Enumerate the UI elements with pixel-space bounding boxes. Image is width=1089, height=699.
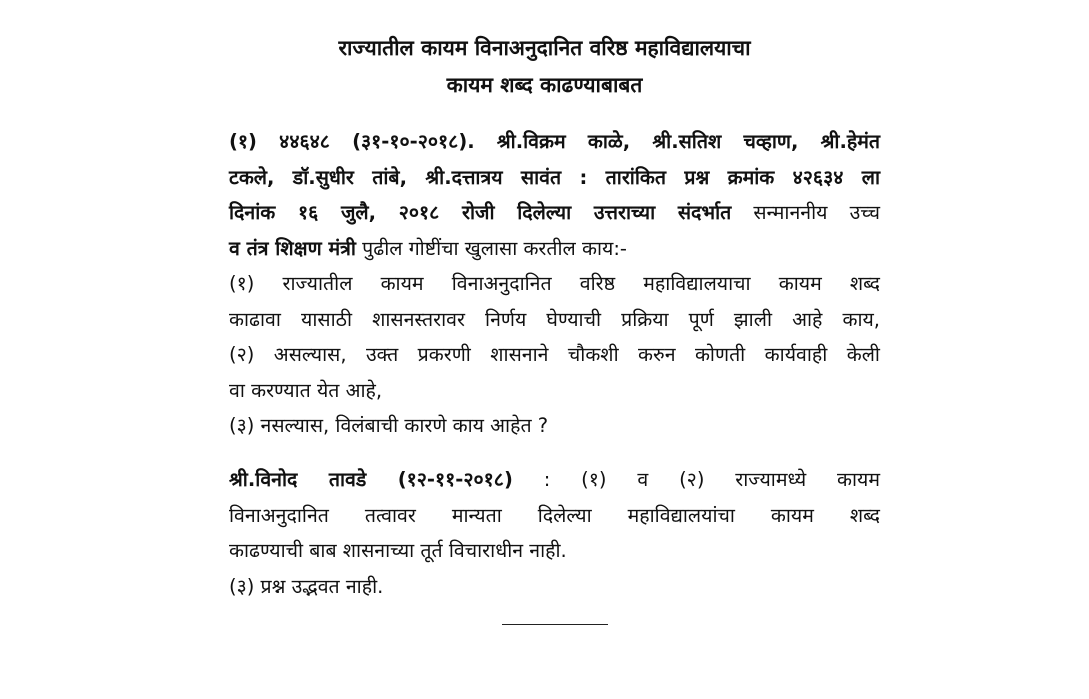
question-line (229, 195, 880, 231)
question-line: (१) राज्यातील कायम विनाअनुदानित वरिष्ठ महाविद्यालयाचा कायम शब्द (229, 272, 880, 295)
document-title-line-1: राज्यातील कायम विनाअनुदानित वरिष्ठ महाविद्यालयाचा (338, 36, 751, 60)
question-reference-text: दिनांक १६ जुलै, २०१८ रोजी दिलेल्या उत्तराच्या संदर्भात (229, 201, 732, 224)
answer-line: काढण्याची बाब शासनाच्या तूर्त विचाराधीन नाही. (229, 539, 567, 562)
answer-line: विनाअनुदानित तत्वावर मान्यता दिलेल्या महाविद्यालयांचा कायम शब्द (229, 503, 880, 527)
question-line (229, 231, 880, 267)
answer-line: (३) प्रश्न उद्भवत नाही. (229, 574, 384, 598)
question-block (229, 124, 880, 444)
document-title-line-2: कायम शब्द काढण्याबाबत (446, 73, 643, 97)
answer-line (229, 462, 880, 498)
question-text: सन्माननीय उच्च (731, 201, 880, 224)
end-divider (502, 624, 608, 625)
question-text: पुढील गोष्टींचा खुलासा करतील काय:- (355, 236, 627, 260)
question-line: (३) नसल्यास, विलंबाची कारणे काय आहेत ? (229, 414, 549, 437)
answer-text: : (१) व (२) राज्यामध्ये कायम (512, 468, 880, 491)
question-line: (२) असल्यास, उक्त प्रकरणी शासनाने चौकशी करुन कोणती कार्यवाही केली (229, 343, 880, 366)
question-line: वा करण्यात येत आहे, (229, 378, 383, 402)
minister-designation: व तंत्र शिक्षण मंत्री (229, 236, 356, 260)
question-line: टकले, डॉ.सुधीर तांबे, श्री.दत्तात्रय सावंत : तारांकित प्रश्न क्रमांक ४२६३४ ला (229, 165, 880, 189)
answer-block (229, 462, 880, 604)
answerer-name: श्री.विनोद तावडे (१२-११-२०१८) (229, 468, 513, 491)
question-line: (१) ४४६४८ (३१-१०-२०१८). श्री.विक्रम काळे, श्री.सतिश चव्हाण, श्री.हेमंत (229, 130, 880, 153)
question-line: काढावा यासाठी शासनस्तरावर निर्णय घेण्याची प्रक्रिया पूर्ण झाली आहे काय, (229, 307, 880, 331)
